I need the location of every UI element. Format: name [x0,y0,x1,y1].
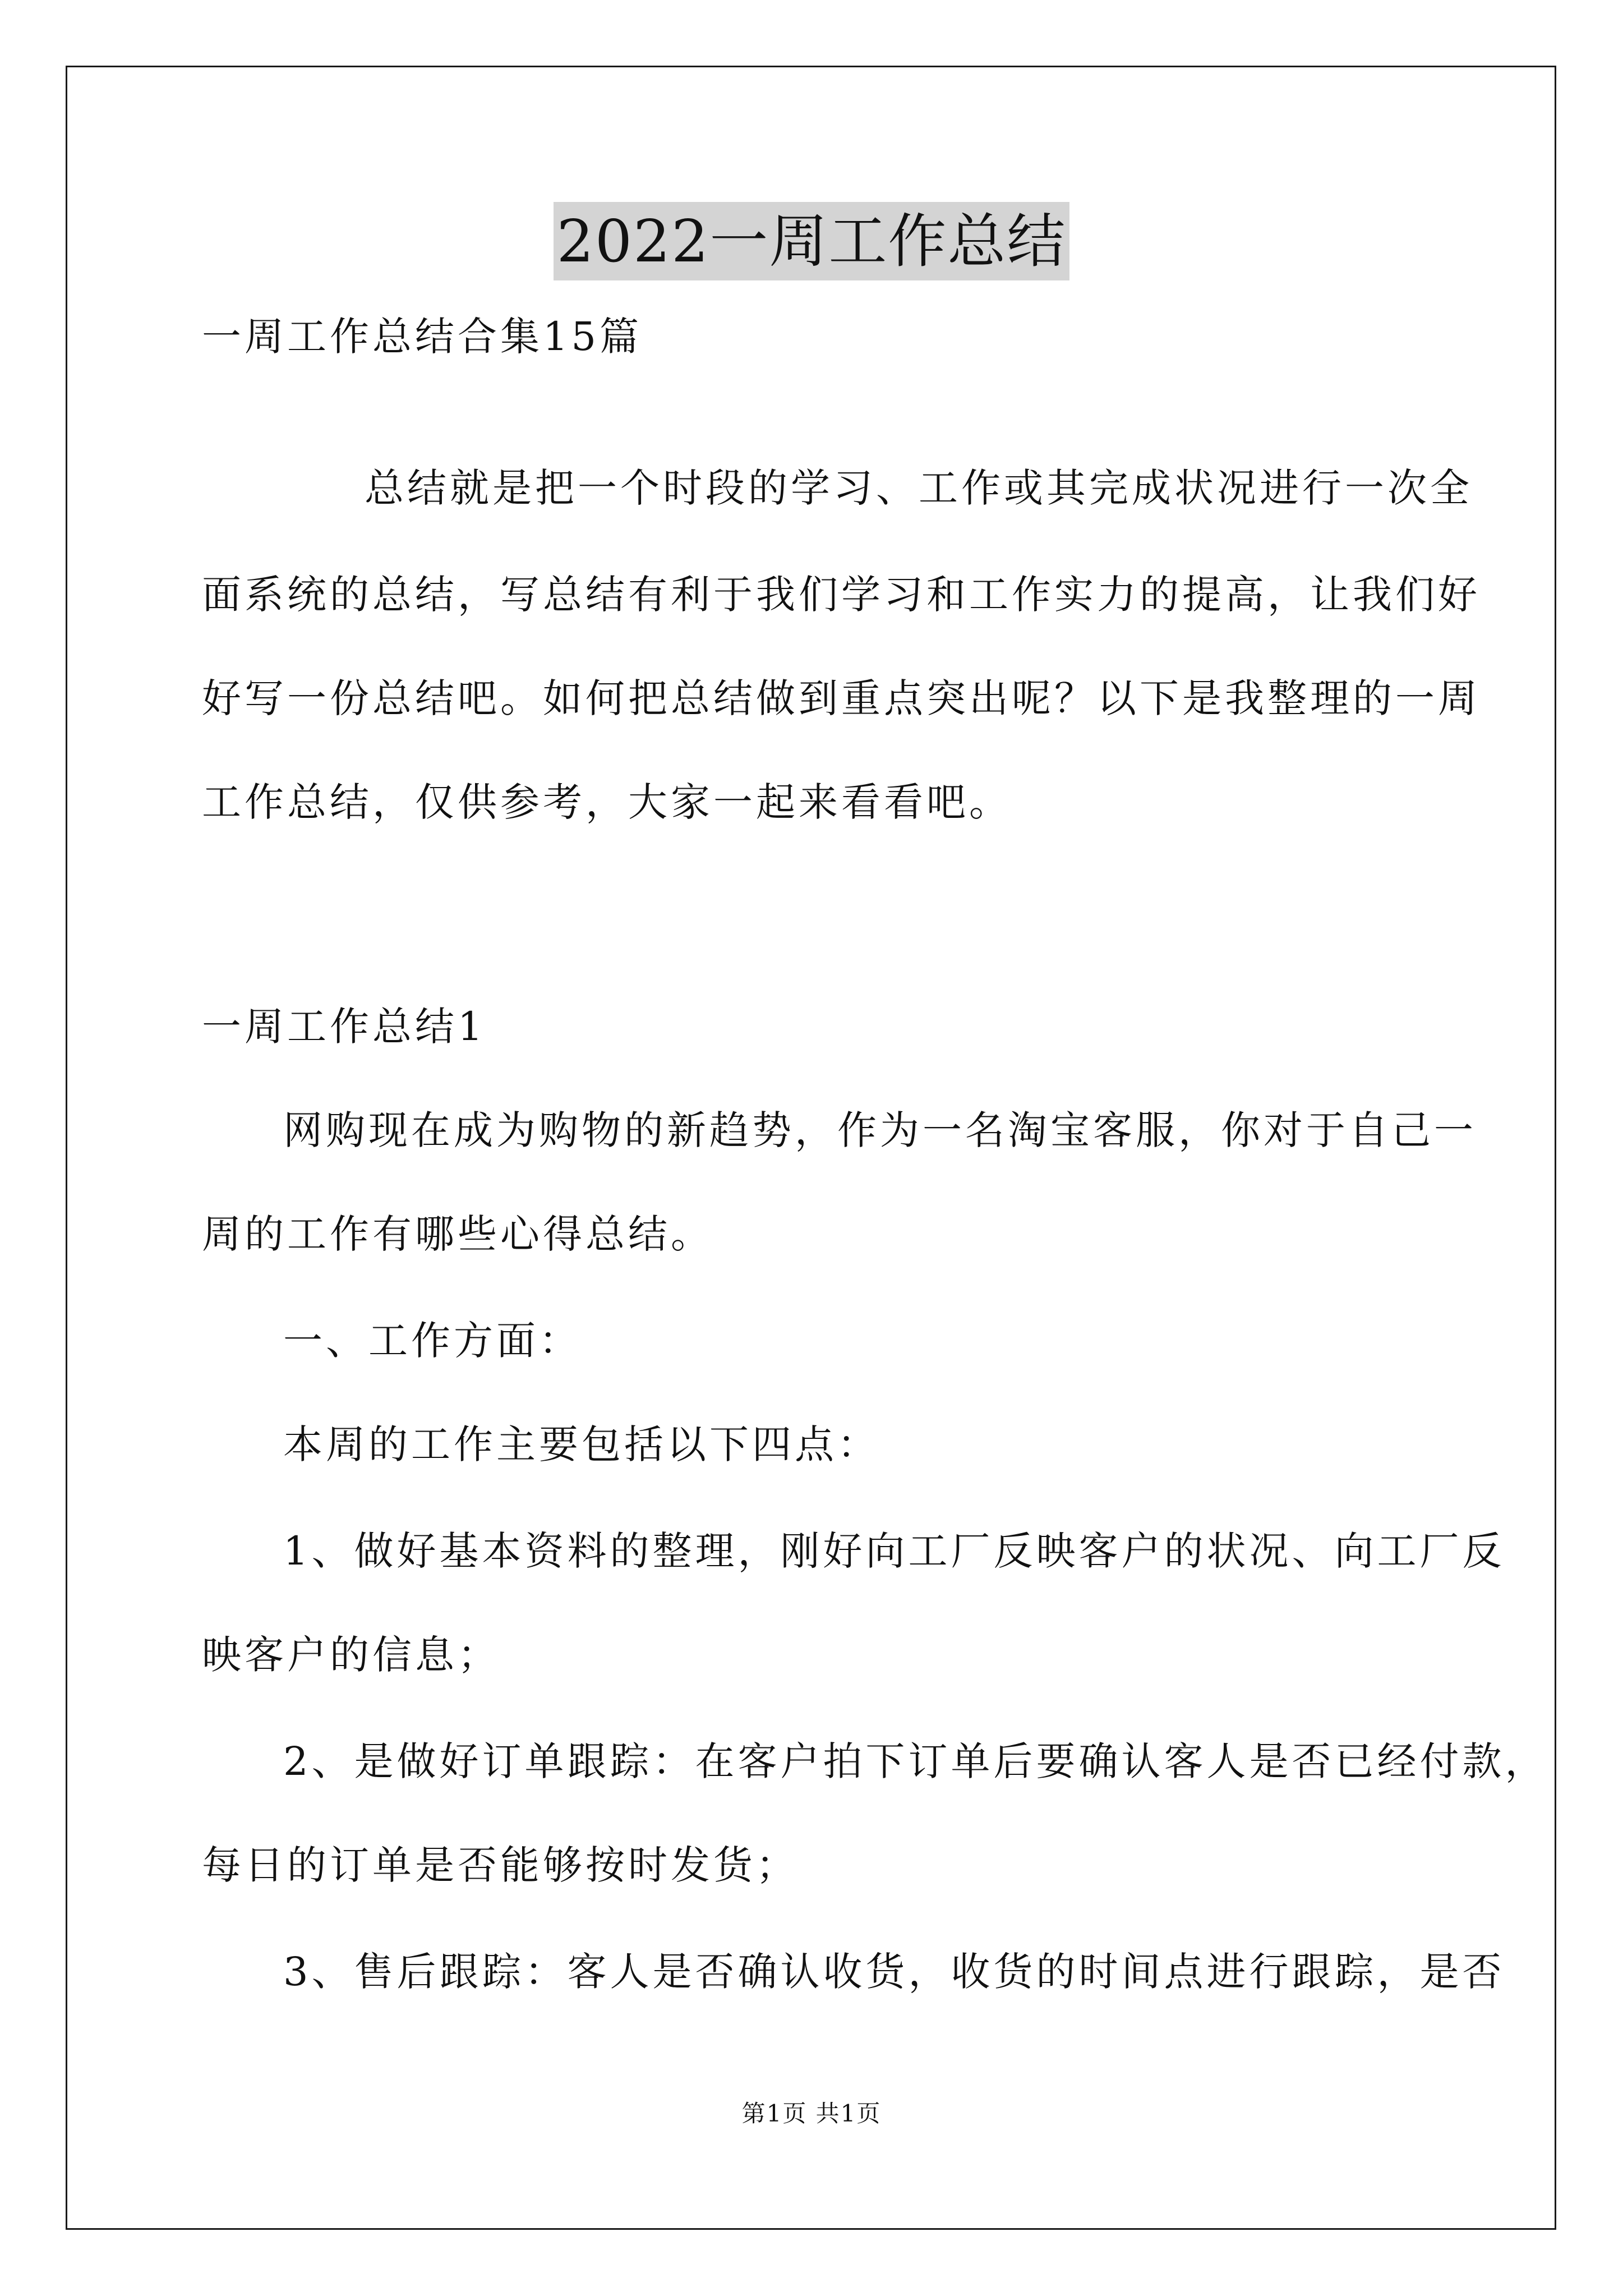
section-heading: 一周工作总结1 [202,1004,486,1050]
paragraph-line: 面系统的总结，写总结有利于我们学习和工作实力的提高，让我们好 [202,572,1481,618]
paragraph-line: 每日的订单是否能够按时发货； [202,1842,799,1888]
document-title: 2022一周工作总结 [554,202,1070,280]
paragraph-line: 映客户的信息； [202,1632,500,1678]
paragraph-line: 总结就是把一个时段的学习、工作或其完成状况进行一次全 [365,465,1473,511]
subtitle-line: 一周工作总结合集15篇 [202,314,643,360]
paragraph-line: 1、做好基本资料的整理，刚好向工厂反映客户的状况、向工厂反 [283,1528,1505,1574]
paragraph-line: 工作总结，仅供参考，大家一起来看看吧。 [202,779,1012,825]
paragraph-line: 本周的工作主要包括以下四点： [283,1421,880,1467]
page-footer: 第1页 共1页 [741,2100,882,2127]
paragraph-line: 一、工作方面： [283,1318,582,1364]
paragraph-line: 好写一份总结吧。如何把总结做到重点突出呢？以下是我整理的一周 [202,675,1481,721]
paragraph-line: 网购现在成为购物的新趋势，作为一名淘宝客服，你对于自己一 [283,1107,1477,1153]
paragraph-line: 3、售后跟踪：客人是否确认收货，收货的时间点进行跟踪，是否 [283,1949,1505,1995]
paragraph-line: 周的工作有哪些心得总结。 [202,1211,713,1257]
paragraph-line: 2、是做好订单跟踪：在客户拍下订单后要确认客人是否已经付款， [283,1738,1548,1784]
title-container [0,202,1623,280]
